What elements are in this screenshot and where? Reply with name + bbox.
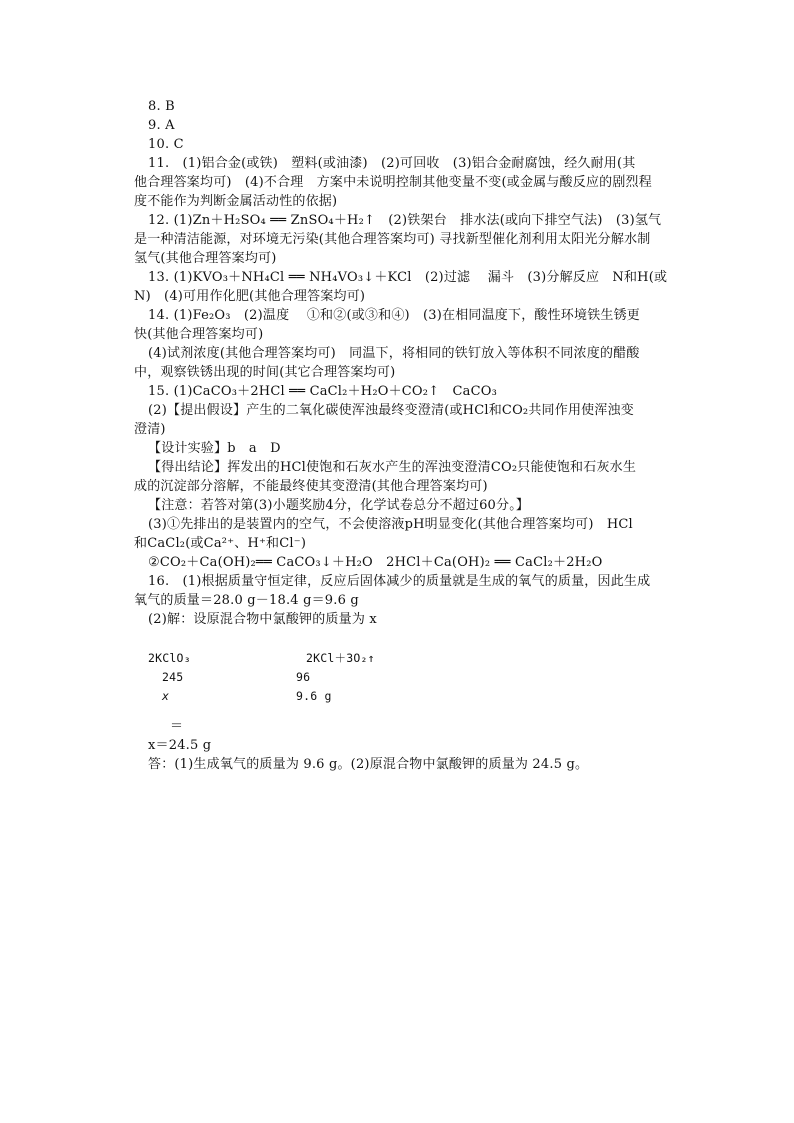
answer-14-line-2: 快(其他合理答案均可) bbox=[134, 327, 264, 342]
answer-15-line-9: 和CaCl₂(或Ca²⁺、H⁺和Cl⁻) bbox=[134, 536, 307, 551]
answer-15-line-5: 【得出结论】挥发出的HCl使饱和石灰水产生的浑浊变澄清CO₂只能使饱和石灰水生 bbox=[148, 460, 637, 475]
answer-8: 8. B bbox=[148, 99, 175, 114]
calc-known-mass: 9.6 g bbox=[296, 689, 332, 703]
calc-equals-sign: ＝ bbox=[170, 719, 184, 734]
answer-15-line-3: 澄清) bbox=[134, 422, 166, 437]
answer-15-line-10: ②CO₂＋Ca(OH)₂══ CaCO₃↓＋H₂O 2HCl＋Ca(OH)₂ ══ CaCl₂＋2H₂O bbox=[148, 555, 603, 570]
answer-15-line-2: (2)【提出假设】产生的二氧化碳使浑浊最终变澄清(或HCl和CO₂共同作用使浑浊变 bbox=[148, 403, 634, 418]
calc-result: x＝24.5 g bbox=[148, 738, 212, 753]
final-answer: 答：(1)生成氧气的质量为 9.6 g。(2)原混合物中氯酸钾的质量为 24.5 g。 bbox=[148, 757, 589, 772]
calc-unknown-x: x bbox=[162, 689, 170, 703]
answer-15-line-1: 15. (1)CaCO₃＋2HCl ══ CaCl₂＋H₂O＋CO₂↑ CaCO₃ bbox=[148, 384, 498, 399]
answer-16-line-3: (2)解：设原混合物中氯酸钾的质量为 x bbox=[148, 612, 377, 627]
answer-13-line-1: 13. (1)KVO₃＋NH₄Cl ══ NH₄VO₃↓＋KCl (2)过滤 漏斗 (3)分解反应 N和H(或 bbox=[148, 270, 668, 285]
answer-14-line-4: 中，观察铁锈出现的时间(其它合理答案均可) bbox=[134, 365, 396, 380]
answer-15-line-6: 成的沉淀部分溶解，不能最终使其变澄清(其他合理答案均可) bbox=[134, 479, 488, 494]
answer-14-line-1: 14. (1)Fe₂O₃ (2)温度 ①和②(或③和④) (3)在相同温度下，酸性环境铁生锈更 bbox=[148, 308, 641, 323]
answer-9: 9. A bbox=[148, 118, 175, 133]
answer-15-line-8: (3)①先排出的是装置内的空气，不会使溶液pH明显变化(其他合理答案均可) HCl bbox=[148, 517, 633, 532]
answer-16-line-2: 氧气的质量＝28.0 g－18.4 g＝9.6 g bbox=[134, 593, 359, 608]
answer-12-line-1: 12. (1)Zn＋H₂SO₄ ══ ZnSO₄＋H₂↑ (2)铁架台 排水法(或向下排空气法) (3)氢气 bbox=[148, 213, 662, 228]
answer-12-line-3: 氢气(其他合理答案均可) bbox=[134, 251, 277, 266]
answer-11-line-3: 度不能作为判断金属活动性的依据) bbox=[134, 194, 338, 209]
answer-11-line-2: 他合理答案均可) (4)不合理 方案中未说明控制其他变量不变(或金属与酸反应的剧烈程 bbox=[134, 175, 652, 190]
calc-reactant-mass: 245 bbox=[162, 670, 184, 684]
answer-14-line-3: (4)试剂浓度(其他合理答案均可) 同温下，将相同的铁钉放入等体积不同浓度的醋酸 bbox=[148, 346, 640, 361]
answer-16-line-1: 16. (1)根据质量守恒定律，反应后固体减少的质量就是生成的氧气的质量，因此生成 bbox=[148, 574, 651, 589]
answer-12-line-2: 是一种清洁能源，对环境无污染(其他合理答案均可) 寻找新型催化剂利用太阳光分解水制 bbox=[134, 232, 651, 247]
answer-11-line-1: 11. (1)铝合金(或铁) 塑料(或油漆) (2)可回收 (3)铝合金耐腐蚀，经久耐用(其 bbox=[148, 156, 636, 171]
calc-reactant-formula: 2KClO₃ bbox=[148, 651, 191, 665]
answer-15-line-4: 【设计实验】b a D bbox=[148, 441, 281, 456]
answer-15-note: 【注意：若答对第(3)小题奖励4分，化学试卷总分不超过60分。】 bbox=[148, 498, 530, 513]
calc-product-formula: 2KCl＋3O₂↑ bbox=[306, 651, 375, 665]
answer-13-line-2: N) (4)可用作化肥(其他合理答案均可) bbox=[134, 289, 366, 304]
answer-10: 10. C bbox=[148, 137, 184, 152]
calc-product-mass: 96 bbox=[296, 670, 311, 684]
